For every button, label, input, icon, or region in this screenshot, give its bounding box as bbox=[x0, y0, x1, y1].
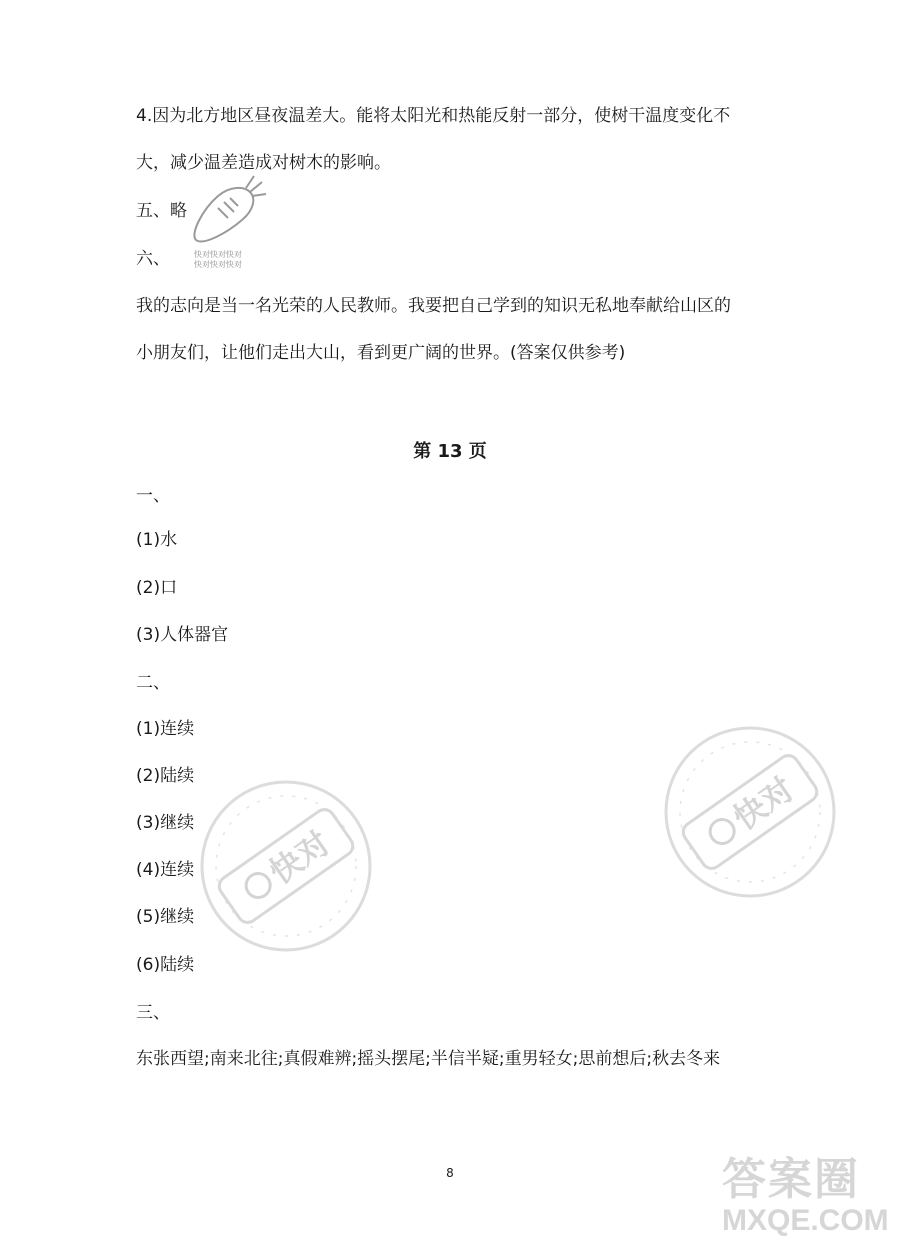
carrot-watermark bbox=[188, 168, 268, 269]
section-three-answer: 东张西望;南来北往;真假难辨;摇头摆尾;半信半疑;重男轻女;思前想后;秋去冬来 bbox=[136, 1049, 721, 1069]
answer-q6-line1: 我的志向是当一名光荣的人民教师。我要把自己学到的知识无私地奉献给山区的 bbox=[136, 296, 731, 316]
answer-q6-line2: 小朋友们，让他们走出大山，看到更广阔的世界。(答案仅供参考) bbox=[136, 343, 626, 363]
section-one-item-1: (1)水 bbox=[136, 530, 178, 550]
answer-q5: 五、略 bbox=[136, 201, 187, 221]
stamp-watermark-left bbox=[198, 778, 374, 958]
section-one-item-2: (2)口 bbox=[136, 578, 178, 598]
answer-q4-line2: 大，减少温差造成对树木的影响。 bbox=[136, 153, 391, 173]
carrot-icon bbox=[188, 168, 268, 248]
section-two-item-1: (1)连续 bbox=[136, 719, 195, 739]
answer-q4-line1: 4.因为北方地区昼夜温差大。能将太阳光和热能反射一部分，使树干温度变化不 bbox=[136, 106, 731, 126]
section-two-item-4: (4)连续 bbox=[136, 860, 195, 880]
stamp-icon bbox=[662, 724, 838, 900]
brand-watermark-text: 答案圈 bbox=[722, 1154, 860, 1205]
section-one-label: 一、 bbox=[136, 486, 170, 506]
brand-watermark bbox=[722, 1156, 889, 1238]
watermark-text-1: 快对快对快对 bbox=[194, 250, 242, 259]
stamp-watermark-right bbox=[662, 724, 838, 904]
stamp-text-right: 快对 bbox=[726, 769, 801, 838]
brand-watermark-url: MXQE.COM bbox=[722, 1204, 889, 1237]
watermark-text-2: 快对快对快对 bbox=[194, 260, 242, 269]
section-two-item-3: (3)继续 bbox=[136, 813, 195, 833]
page-number: 8 bbox=[446, 1166, 454, 1180]
section-two-item-5: (5)继续 bbox=[136, 907, 195, 927]
stamp-icon bbox=[198, 778, 374, 954]
page-heading: 第 13 页 bbox=[413, 441, 487, 462]
section-three-label: 三、 bbox=[136, 1003, 170, 1023]
stamp-text-left: 快对 bbox=[262, 823, 337, 892]
section-two-label: 二、 bbox=[136, 673, 170, 693]
question-q6-label: 六、 bbox=[136, 249, 170, 269]
section-two-item-2: (2)陆续 bbox=[136, 766, 195, 786]
section-two-item-6: (6)陆续 bbox=[136, 955, 195, 975]
section-one-item-3: (3)人体器官 bbox=[136, 625, 229, 645]
